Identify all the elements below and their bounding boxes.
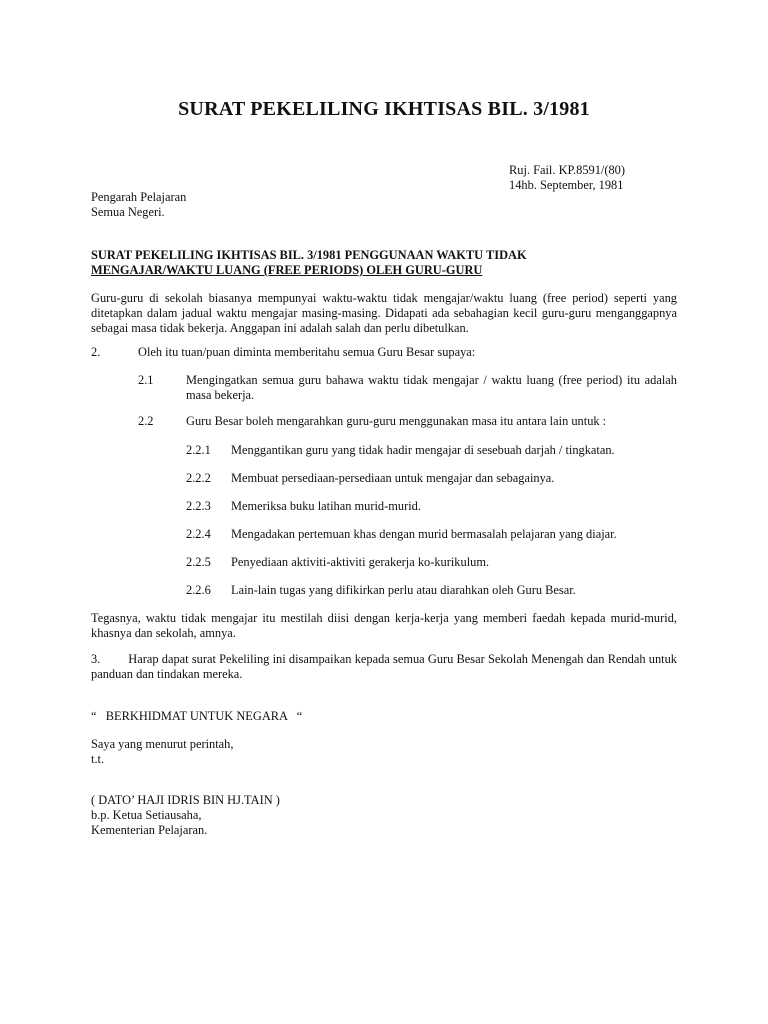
letter-date: 14hb. September, 1981: [509, 178, 624, 192]
closing-block: [91, 737, 233, 767]
item-2-2-4-text: Mengadakan pertemuan khas dengan murid bermasalah pelajaran yang diajar.: [231, 527, 617, 541]
closing-line-2: t.t.: [91, 752, 105, 766]
motto: “ BERKHIDMAT UNTUK NEGARA “: [91, 709, 303, 723]
subject-line-1: SURAT PEKELILING IKHTISAS BIL. 3/1981 PENGGUNAAN WAKTU TIDAK: [91, 248, 527, 262]
item-2-2-3-number: 2.2.3: [186, 499, 211, 513]
item-2-2-1-text: Menggantikan guru yang tidak hadir mengajar di sesebuah darjah / tingkatan.: [231, 443, 615, 457]
signatory-name: ( DATO’ HAJI IDRIS BIN HJ.TAIN ): [91, 793, 280, 807]
item-2-1-text: Mengingatkan semua guru bahawa waktu tidak mengajar / waktu luang (free period) itu adalah masa bekerja.: [186, 373, 677, 402]
item-2-2-5-number: 2.2.5: [186, 555, 211, 569]
section-2-number: 2.: [91, 345, 101, 359]
section-2-text: Oleh itu tuan/puan diminta memberitahu semua Guru Besar supaya:: [138, 345, 476, 359]
item-2-2-4-number: 2.2.4: [186, 527, 211, 541]
section-3-number: 3.: [91, 652, 101, 666]
closing-line-1: Saya yang menurut perintah,: [91, 737, 234, 751]
signatory-position: b.p. Ketua Setiausaha,: [91, 808, 202, 822]
item-2-2-2-text: Membuat persediaan-persediaan untuk mengajar dan sebagainya.: [231, 471, 555, 485]
recipient-line-2: Semua Negeri.: [91, 205, 165, 219]
subject-line-2: MENGAJAR/WAKTU LUANG (FREE PERIODS) OLEH GURU-GURU: [91, 263, 483, 277]
item-2-2-3-text: Memeriksa buku latihan murid-murid.: [231, 499, 421, 513]
item-2-2-5-text: Penyediaan aktiviti-aktiviti gerakerja ko-kurikulum.: [231, 555, 490, 569]
item-2-2-text: Guru Besar boleh mengarahkan guru-guru menggunakan masa itu antara lain untuk :: [186, 414, 607, 428]
signatory-block: [91, 793, 280, 838]
section-3-text: Harap dapat surat Pekeliling ini disampaikan kepada semua Guru Besar Sekolah Menengah dan Rendah untuk panduan dan tindakan mereka.: [91, 652, 677, 681]
item-2-2-6-text: Lain-lain tugas yang difikirkan perlu atau diarahkan oleh Guru Besar.: [231, 583, 576, 597]
item-2-2-2-number: 2.2.2: [186, 471, 211, 485]
item-2-1-number: 2.1: [138, 373, 154, 387]
item-2-2-number: 2.2: [138, 414, 154, 428]
subject-heading: [91, 248, 691, 278]
paragraph-tegasnya: Tegasnya, waktu tidak mengajar itu mestilah diisi dengan kerja-kerja yang memberi faedah kepada murid-murid, khasnya dan sekolah, amnya.: [91, 611, 677, 640]
file-reference: Ruj. Fail. KP.8591/(80): [509, 163, 625, 177]
item-2-2-6-number: 2.2.6: [186, 583, 211, 597]
item-2-2-1-number: 2.2.1: [186, 443, 211, 457]
page-title: SURAT PEKELILING IKHTISAS BIL. 3/1981: [178, 98, 590, 120]
section-3: [91, 652, 677, 682]
paragraph-intro: Guru-guru di sekolah biasanya mempunyai waktu-waktu tidak mengajar/waktu luang (free period) seperti yang ditetapkan dalam jadual waktu mengajar masing-masing. Didapati ada sebahagian kecil guru-guru menganggapnya sebagai masa tidak bekerja. Anggapan ini adalah salah dan perlu dibetulkan.: [91, 291, 677, 335]
recipient-line-1: Pengarah Pelajaran: [91, 190, 187, 204]
recipient-block: [91, 190, 186, 220]
signatory-ministry: Kementerian Pelajaran.: [91, 823, 208, 837]
reference-block: [509, 163, 625, 193]
